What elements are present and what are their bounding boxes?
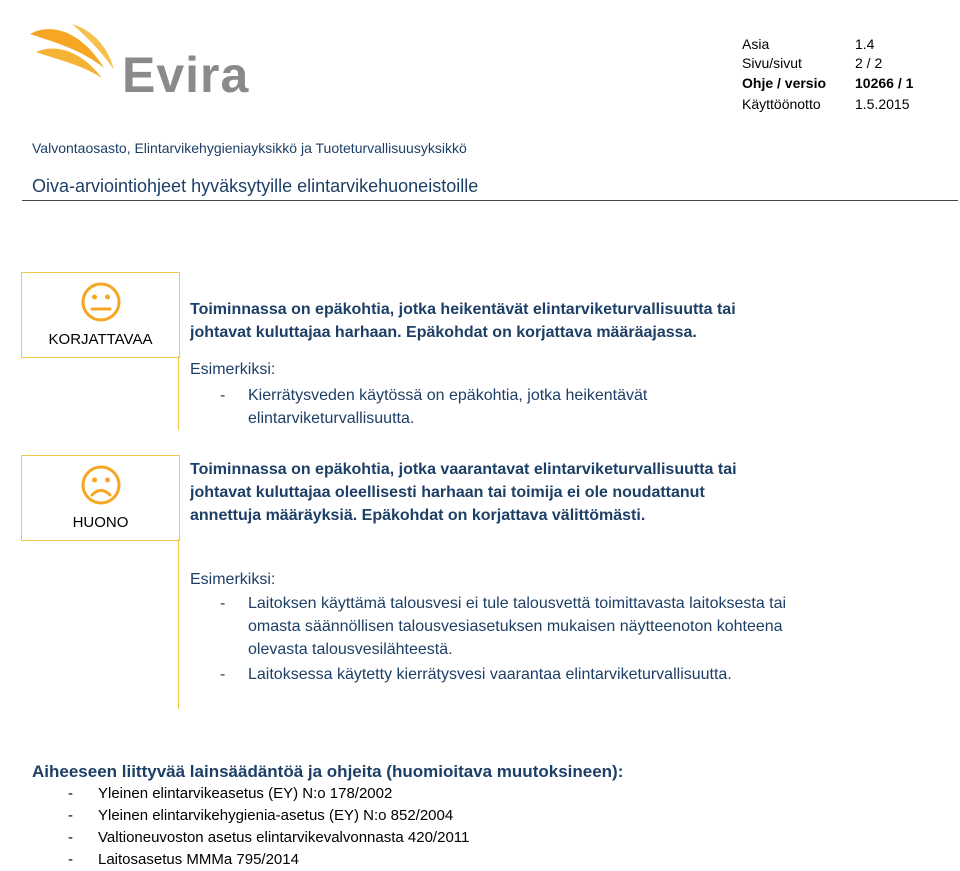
evira-wings-icon <box>22 20 132 100</box>
rating-side-rule <box>178 356 179 430</box>
rating-summary-huono: Toiminnassa on epäkohtia, jotka vaarantavat elintarviketurvallisuutta tai johtavat kuluttajaa oleellisesti harhaan tai toimija ei ole noudattanut annettuja määräyksiä. Epäkohdat on korjattava välittömästi. <box>190 461 737 524</box>
rating-label: KORJATTAVAA <box>48 331 153 348</box>
evira-logo <box>22 20 272 103</box>
sad-face-icon <box>80 464 122 506</box>
title-divider <box>22 200 958 201</box>
rating-label: HUONO <box>72 514 129 531</box>
example-item: - Laitoksen käyttämä talousvesi ei tule talousvettä toimittavasta laitoksesta tai omasta säännöllisen talousvesiasetuksen mukaisen näytteenoton kohteena olevasta talousvesilähteestä. <box>220 595 787 658</box>
department-line: Valvontaosasto, Elintarvikehygieniayksikkö ja Tuoteturvallisuusyksikkö <box>32 140 467 156</box>
legislation-heading: Aiheeseen liittyvää lainsäädäntöä ja ohjeita (huomioitava muutoksineen): <box>32 762 624 781</box>
example-item: - Kierrätysveden käytössä on epäkohtia, jotka heikentävät elintarviketurvallisuutta. <box>220 387 648 427</box>
neutral-face-icon <box>80 281 122 323</box>
logo-wordmark: Evira <box>122 47 250 103</box>
rating-box-huono <box>21 455 180 541</box>
rating-summary-korjattavaa: Toiminnassa on epäkohtia, jotka heikentävät elintarviketurvallisuutta tai johtavat kuluttajaa harhaan. Epäkohdat on korjattava määräajassa. <box>190 301 736 341</box>
rating-box-korjattavaa <box>21 272 180 358</box>
examples-label: Esimerkiksi: <box>190 361 276 378</box>
examples-label: Esimerkiksi: <box>190 571 276 588</box>
rating-side-rule <box>178 539 179 709</box>
example-item: - Laitoksessa käytetty kierrätysvesi vaarantaa elintarviketurvallisuutta. <box>220 666 732 683</box>
document-title: Oiva-arviointiohjeet hyväksytyille elintarvikehuoneistoille <box>32 176 479 196</box>
